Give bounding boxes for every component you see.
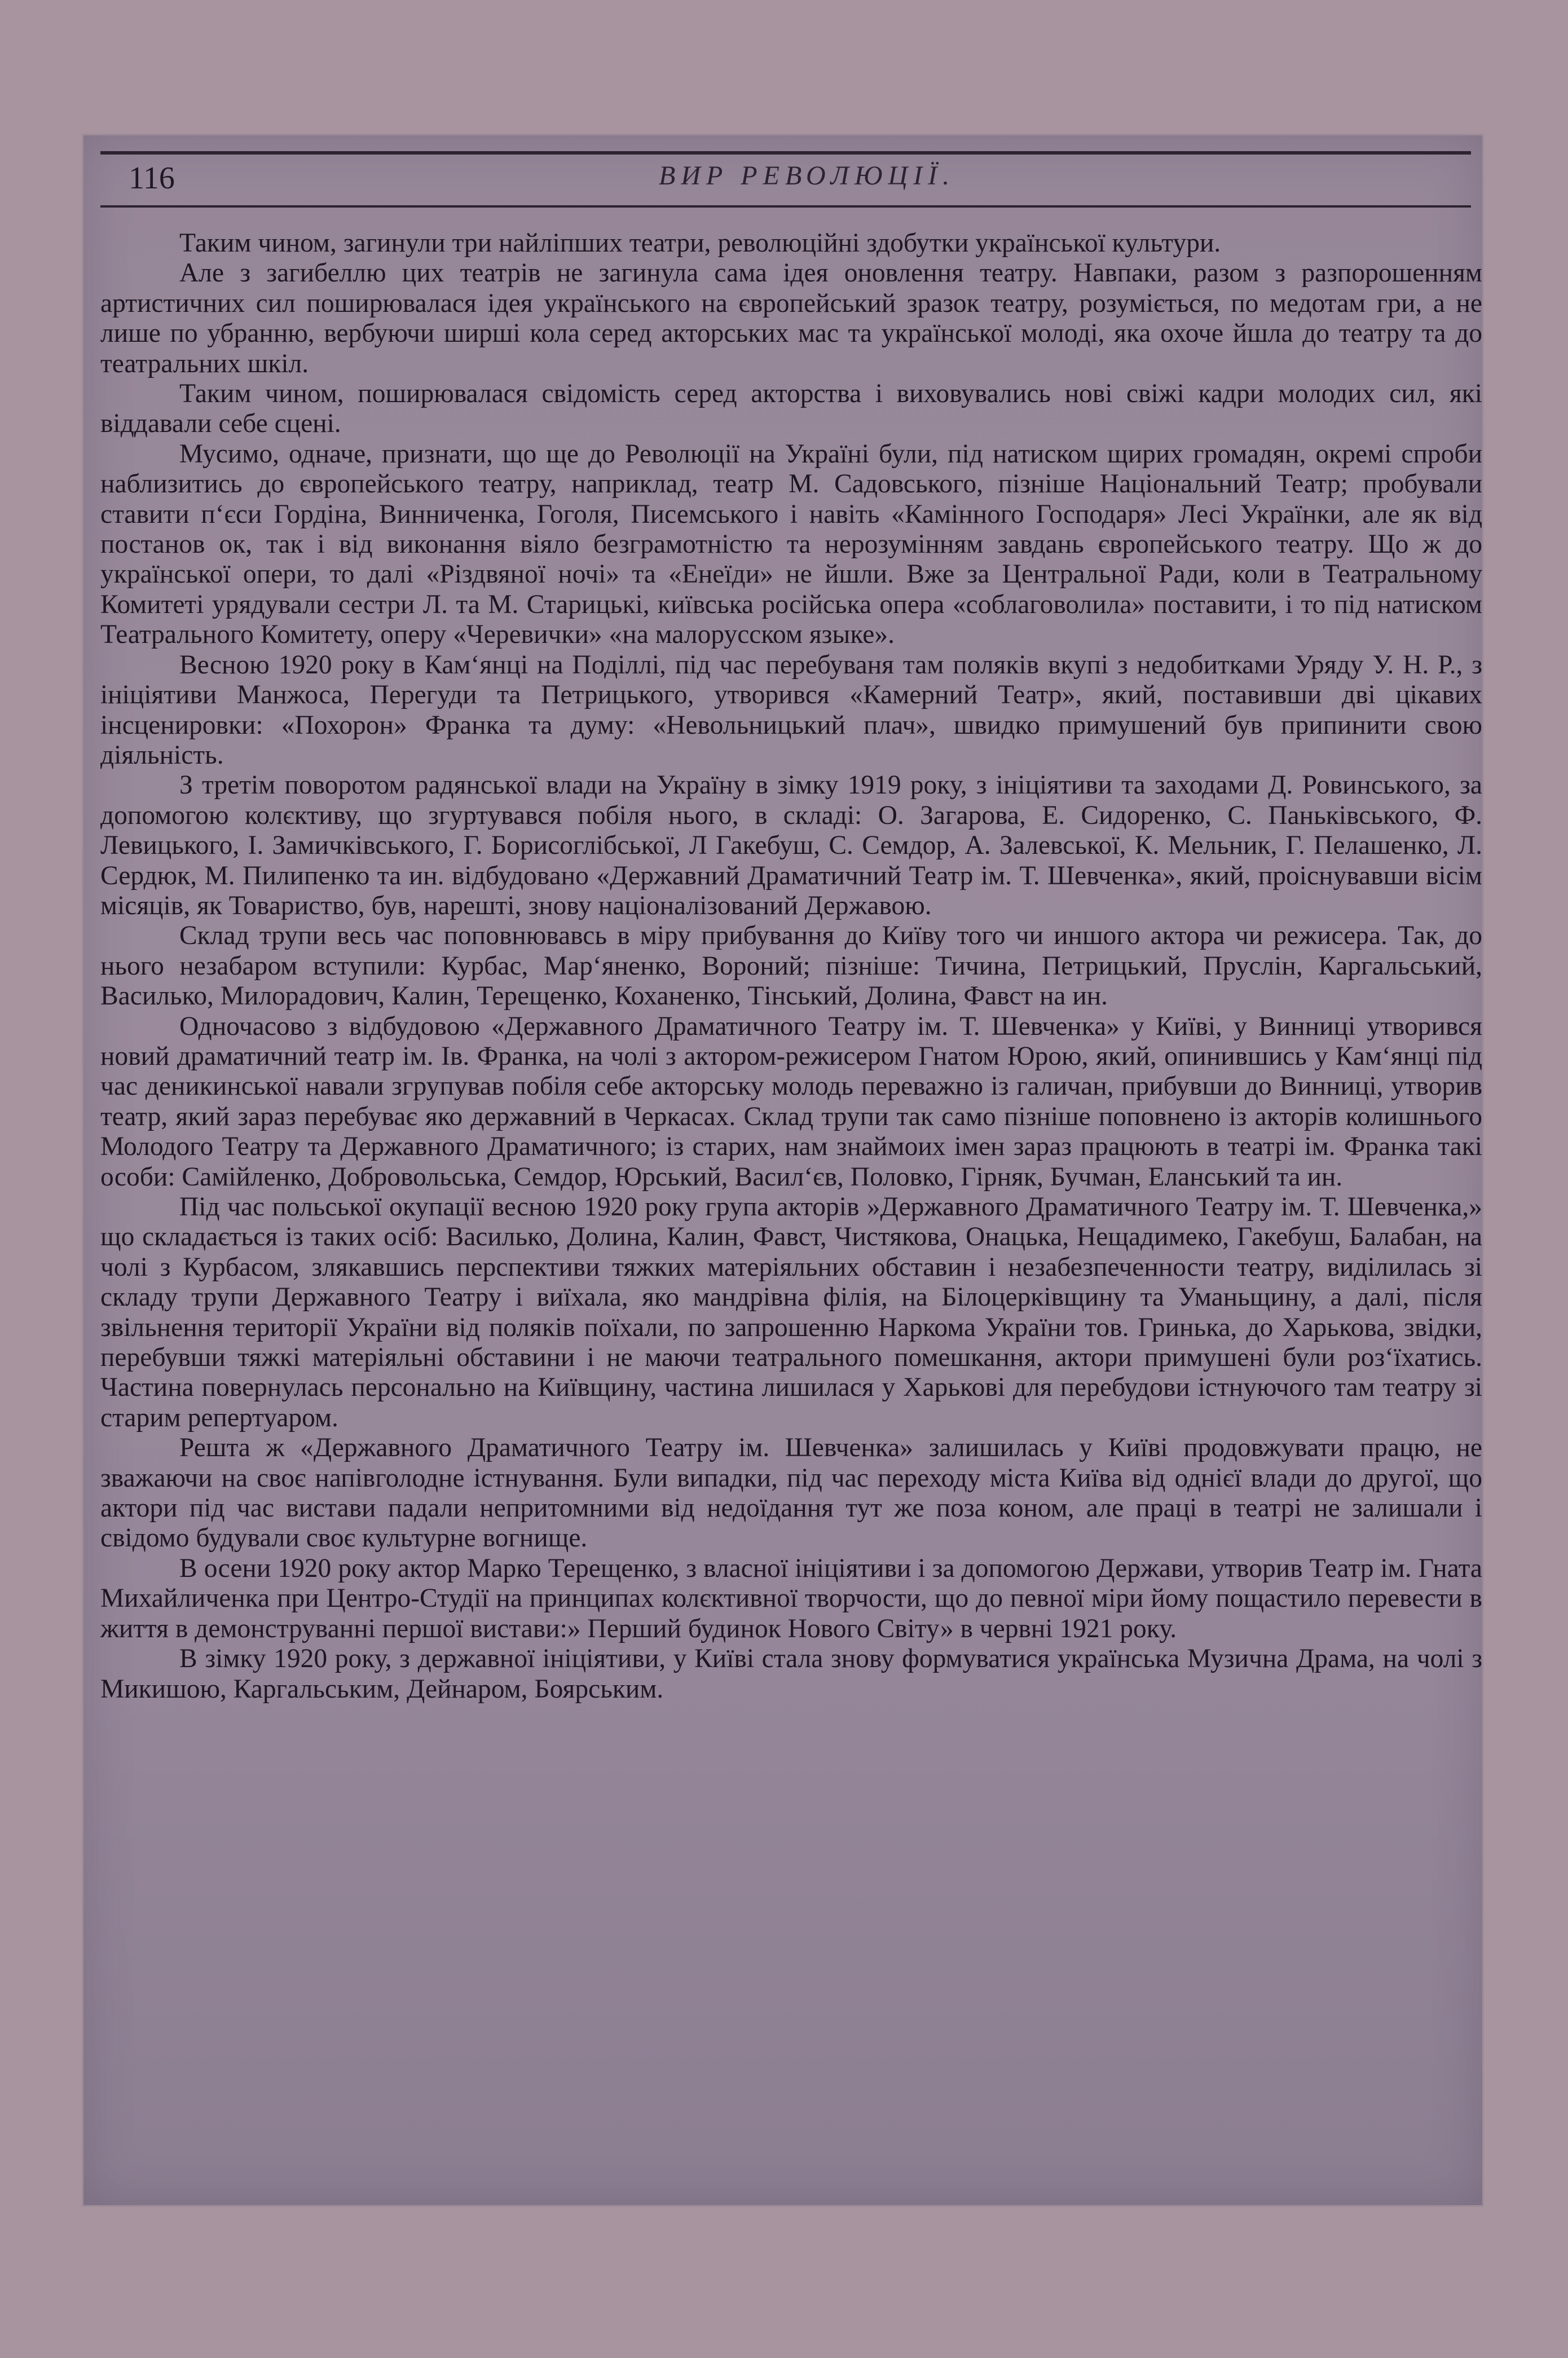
paragraph: В зімку 1920 року, з державної ініціятиви, у Київі стала знову формуватися українська Музична Драма, на чолі з Микишою, Каргальським, Дейнаром, Боярським. (100, 1644, 1482, 1704)
paragraph: Решта ж «Державного Драматичного Театру ім. Шевченка» залишилась у Київі продовжувати працю, не зважаючи на своє напівголодне істнування. Були випадки, під час переходу міста Київа від однієї влади до другої, що актори під час вистави падали непритомними від недоїдання тут же поза коном, але праці в театрі не залишали і свідомо будували своє культурне вогнище. (100, 1433, 1482, 1553)
paragraph: Але з загибеллю цих театрів не загинула сама ідея оновлення театру. Навпаки, разом з разпорошенням артистичних сил поширювалася ідея українського на європейський зразок театру, розуміється, по медотам гри, а не лише по убранню, вербуючи ширші кола серед акторських мас та української молоді, яка охоче йшла до театру та до театральних шкіл. (100, 258, 1482, 378)
paragraph: Одночасово з відбудовою «Державного Драматичного Театру ім. Т. Шевченка» у Київі, у Винниці утворився новий драматичний театр ім. Ів. Франка, на чолі з актором-режисером Гнатом Юрою, який, опинившись у Кам‘янці під час деникинської навали згрупував побіля себе акторську молодь переважно із галичан, прибувши до Винниці, утворив театр, який зараз перебуває яко державний в Черкасах. Склад трупи так само пізніше поповнено із акторів колишнього Молодого Театру та Державного Драматичного; із старих, нам знаймоих імен зараз працюють в театрі ім. Франка такі особи: Самійленко, Добровольська, Семдор, Юрський, Васил‘єв, Половко, Гірняк, Бучман, Еланський та ин. (100, 1011, 1482, 1192)
paragraph: Весною 1920 року в Кам‘янці на Поділлі, під час перебуваня там поляків вкупі з недобитками Уряду У. Н. Р., з ініціятиви Манжоса, Перегуди та Петрицького, утворився «Камерний Театр», який, поставивши дві цікавих інсценировки: «Похорон» Франка та думу: «Невольницький плач», швидко примушений був припинити свою діяльність. (100, 650, 1482, 770)
paragraph: Таким чином, загинули три найліпших театри, революційні здобутки української культури. (179, 228, 1221, 258)
header-rule-bottom (100, 205, 1471, 208)
running-title: ВИР РЕВОЛЮЦІЇ. (659, 161, 955, 191)
page-text (100, 228, 1482, 1704)
paragraph: Склад трупи весь час поповнювавсь в міру прибування до Київу того чи иншого актора чи режисера. Так, до нього незабаром вступили: Курбас, Мар‘яненко, Вороний; пізніше: Тичина, Петрицький, Пруслін, Каргальський, Василько, Милорадович, Калин, Терещенко, Коханенко, Тінський, Долина, Фавст на ин. (100, 921, 1482, 1011)
paragraph: В осени 1920 року актор Марко Терещенко, з власної ініціятиви і за допомогою Держави, утворив Театр ім. Гната Михайличенка при Центро-Студії на принципах колєктивної творчости, що до певної міри йому пощастило перевести в життя в демонструванні першої вистави:» Перший будинок Нового Світу» в червні 1921 року. (100, 1553, 1482, 1643)
header-rule-top (100, 151, 1471, 155)
paragraph: Мусимо, одначе, признати, що ще до Революції на Україні були, під натиском щирих громадян, окремі спроби наблизитись до європейського театру, наприклад, театр М. Садовського, пізніше Національний Театр; пробували ставити п‘єси Гордіна, Винниченка, Гоголя, Писемського і навіть «Камінного Господаря» Лесі Українки, але як від постанов ок, так і від виконання віяло безграмотністю та нерозумінням завдань європейського театру. Що ж до української опери, то далі «Різдвяної ночі» та «Енеїди» не йшли. Вже за Центральної Ради, коли в Театральному Комитеті урядували сестри Л. та М. Старицькі, київська російська опера «соблаговолила» поставити, і то під натиском Театрального Комитету, оперу «Черевички» «на малорусском языке». (100, 439, 1482, 650)
book-page (83, 135, 1482, 2205)
page-number: 116 (129, 161, 175, 196)
paragraph: З третім поворотом радянської влади на Україну в зімку 1919 року, з ініціятиви та заходами Д. Ровинського, за допомогою колєктиву, що згуртувався побіля нього, в складі: О. Загарова, Е. Сидоренко, С. Паньківського, Ф. Левицького, І. Замичківського, Г. Борисоглібської, Л Гакебуш, С. Семдор, А. Залевської, К. Мельник, Г. Пелашенко, Л. Сердюк, М. Пилипенко та ин. відбудовано «Державний Драматичний Театр ім. Т. Шевченка», який, проіснувавши вісім місяців, як Товариство, був, нарешті, знову націоналізований Державою. (100, 770, 1482, 920)
paragraph: Під час польської окупації весною 1920 року група акторів »Державного Драматичного Театру ім. Т. Шевченка,» що складається із таких осіб: Василько, Долина, Калин, Фавст, Чистякова, Онацька, Нещадимеко, Гакебуш, Балабан, на чолі з Курбасом, злякавшись перспективи тяжких матеріяльних обставин і незабезпеченности театру, виділилась зі складу трупи Державного Театру і виїхала, яко мандрівна філія, на Білоцерківщину та Уманьщину, а далі, після звільнення території України від поляків поїхали, по запрошенню Наркома України тов. Гринька, до Харькова, звідки, перебувши тяжкі матеріяльні обставини і не маючи театрального помешкання, актори примушені були роз‘їхатись. Частина повернулась персонально на Київщину, частина лишилася у Харькові для перебудови істнуючого там театру зі старим репертуаром. (100, 1192, 1482, 1433)
paragraph: Таким чином, поширювалася свідомість серед акторства і виховувались нові свіжі кадри молодих сил, які віддавали себе сцені. (100, 379, 1482, 439)
